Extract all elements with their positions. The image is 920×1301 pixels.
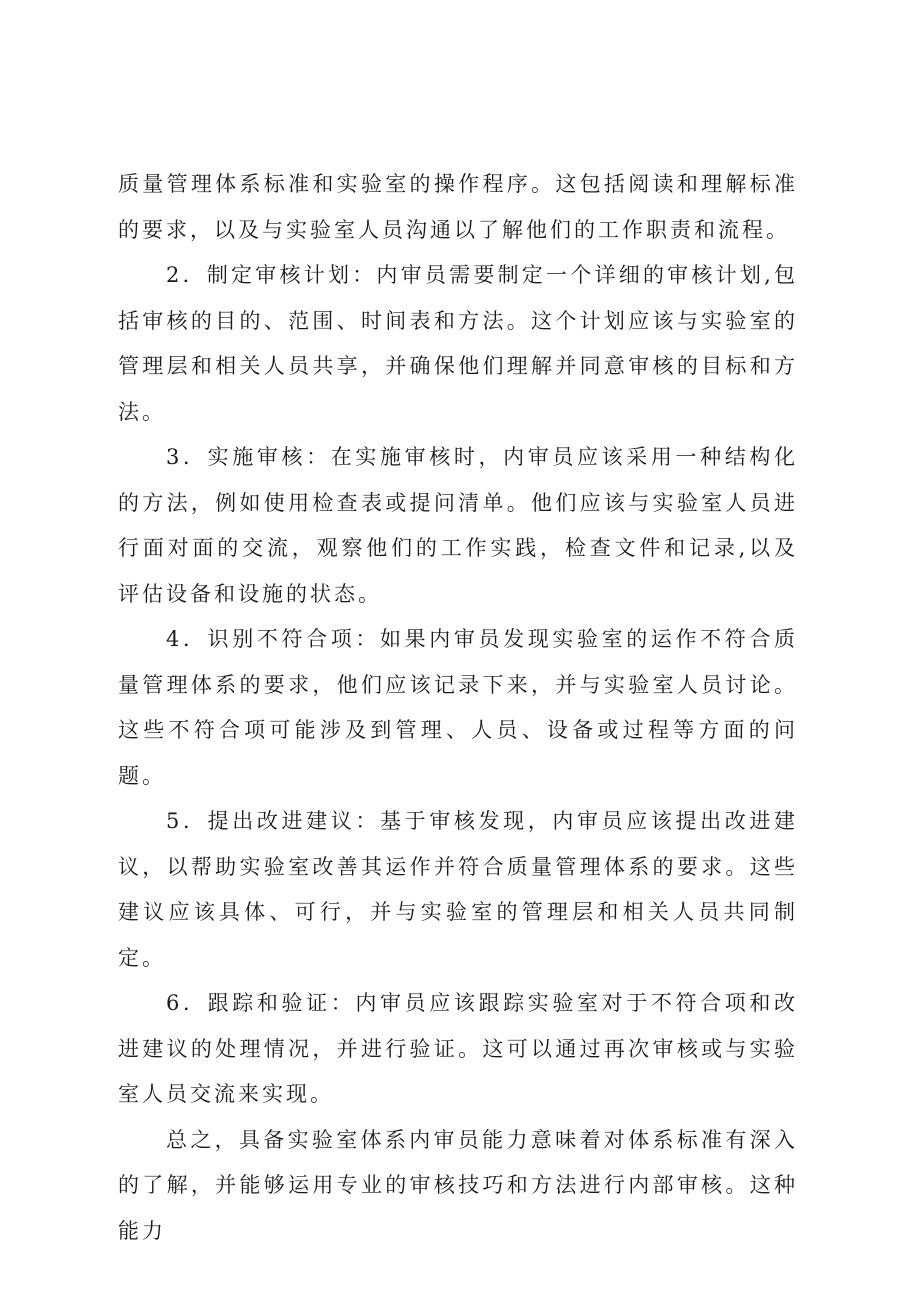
paragraph-step-2: 2．制定审核计划：内审员需要制定一个详细的审核计划,包括审核的目的、范围、时间表和方法。这个计划应该与实验室的管理层和相关人员共享，并确保他们理解并同意审核的目标和方法。 xyxy=(118,263,798,424)
paragraph-summary: 总之，具备实验室体系内审员能力意味着对体系标准有深入的了解，并能够运用专业的审核技巧和方法进行内部审核。这种能力 xyxy=(118,1127,798,1243)
paragraph-continuation: 质量管理体系标准和实验室的操作程序。这包括阅读和理解标准的要求，以及与实验室人员沟通以了解他们的工作职责和流程。 xyxy=(118,172,798,242)
paragraph-step-6: 6．跟踪和验证：内审员应该跟踪实验室对于不符合项和改进建议的处理情况，并进行验证。这可以通过再次审核或与实验室人员交流来实现。 xyxy=(118,991,798,1106)
paragraph-step-3: 3．实施审核：在实施审核时，内审员应该采用一种结构化的方法，例如使用检查表或提问清单。他们应该与实验室人员进行面对面的交流，观察他们的工作实践，检查文件和记录,以及评估设备和设施的状态。 xyxy=(118,445,798,606)
paragraph-step-4: 4．识别不符合项：如果内审员发现实验室的运作不符合质量管理体系的要求，他们应该记录下来，并与实验室人员讨论。这些不符合项可能涉及到管理、人员、设备或过程等方面的问题。 xyxy=(118,627,798,788)
paragraph-step-5: 5．提出改进建议：基于审核发现，内审员应该提出改进建议，以帮助实验室改善其运作并符合质量管理体系的要求。这些建议应该具体、可行，并与实验室的管理层和相关人员共同制定。 xyxy=(118,809,798,970)
document-body xyxy=(118,162,798,1254)
